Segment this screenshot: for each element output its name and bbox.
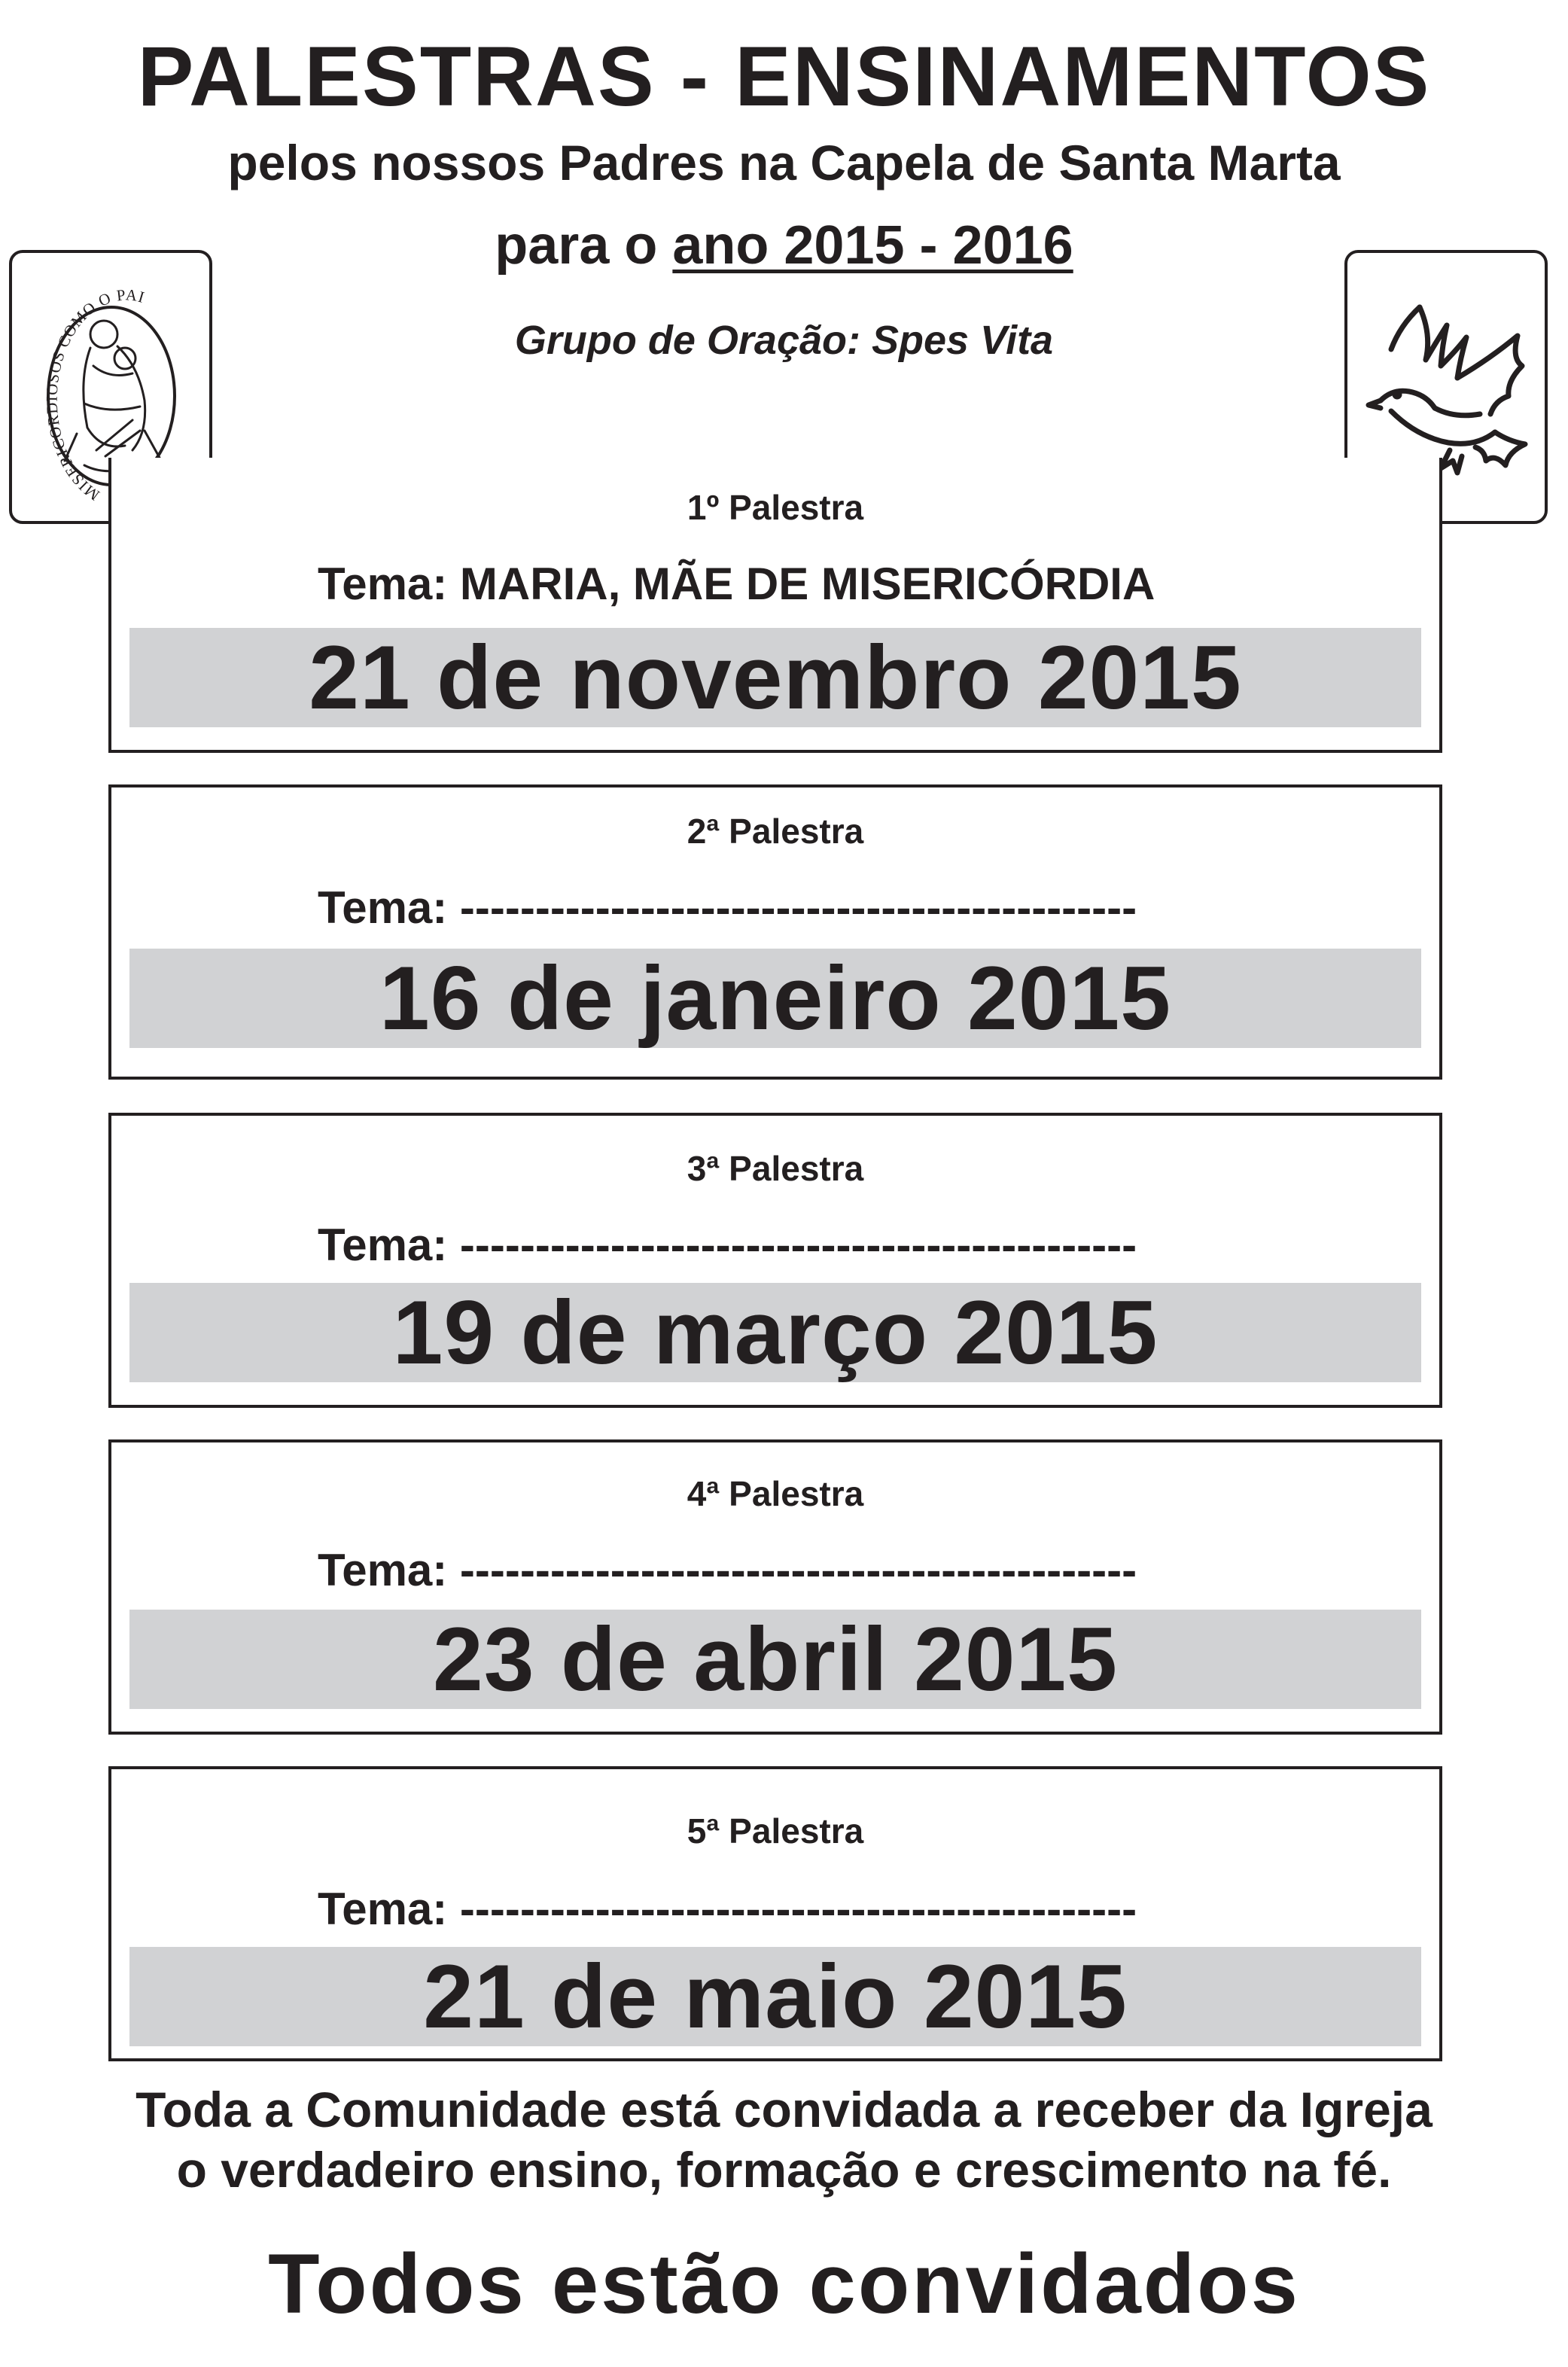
invitation-text <box>0 2079 1568 2200</box>
lecture-number: 3ª Palestra <box>687 1149 864 1188</box>
lecture-number: 2ª Palestra <box>687 812 864 851</box>
year-prefix: para o <box>495 215 673 276</box>
lecture-number: 1º Palestra <box>687 488 864 527</box>
lecture-card-4 <box>108 1439 1442 1735</box>
lecture-card-1 <box>108 458 1442 753</box>
invitation-line-2: o verdadeiro ensino, formação e crescimento na fé. <box>176 2142 1392 2198</box>
year-line <box>0 214 1568 277</box>
page-subtitle: pelos nossos Padres na Capela de Santa Marta <box>227 135 1341 190</box>
lecture-card-2 <box>108 784 1442 1080</box>
lecture-theme: Tema: --------------------------------------------- <box>318 1884 1137 1934</box>
year-range: ano 2015 - 2016 <box>672 215 1073 276</box>
logo-arc-text: MISERICORDIOSOS COMO O PAI <box>42 285 148 504</box>
lecture-date: 19 de março 2015 <box>129 1283 1421 1382</box>
invitation-line-1: Toda a Comunidade está convidada a receber da Igreja <box>135 2082 1433 2137</box>
lecture-number: 4ª Palestra <box>687 1474 864 1513</box>
lecture-date: 16 de janeiro 2015 <box>129 949 1421 1048</box>
lecture-theme: Tema: --------------------------------------------- <box>318 1220 1137 1270</box>
lecture-card-3 <box>108 1113 1442 1408</box>
lecture-card-5 <box>108 1766 1442 2061</box>
lecture-date: 21 de maio 2015 <box>129 1947 1421 2046</box>
lecture-date: 21 de novembro 2015 <box>129 628 1421 727</box>
closing-headline: Todos estão convidados <box>268 2237 1300 2331</box>
page-title: PALESTRAS - ENSINAMENTOS <box>137 29 1431 123</box>
lecture-theme: Tema: --------------------------------------------- <box>318 1545 1137 1595</box>
lecture-theme: Tema: --------------------------------------------- <box>318 882 1137 933</box>
lecture-number: 5ª Palestra <box>687 1811 864 1851</box>
lecture-theme: Tema: MARIA, MÃE DE MISERICÓRDIA <box>318 559 1155 609</box>
prayer-group: Grupo de Oração: Spes Vita <box>514 318 1054 363</box>
lecture-date: 23 de abril 2015 <box>129 1610 1421 1709</box>
